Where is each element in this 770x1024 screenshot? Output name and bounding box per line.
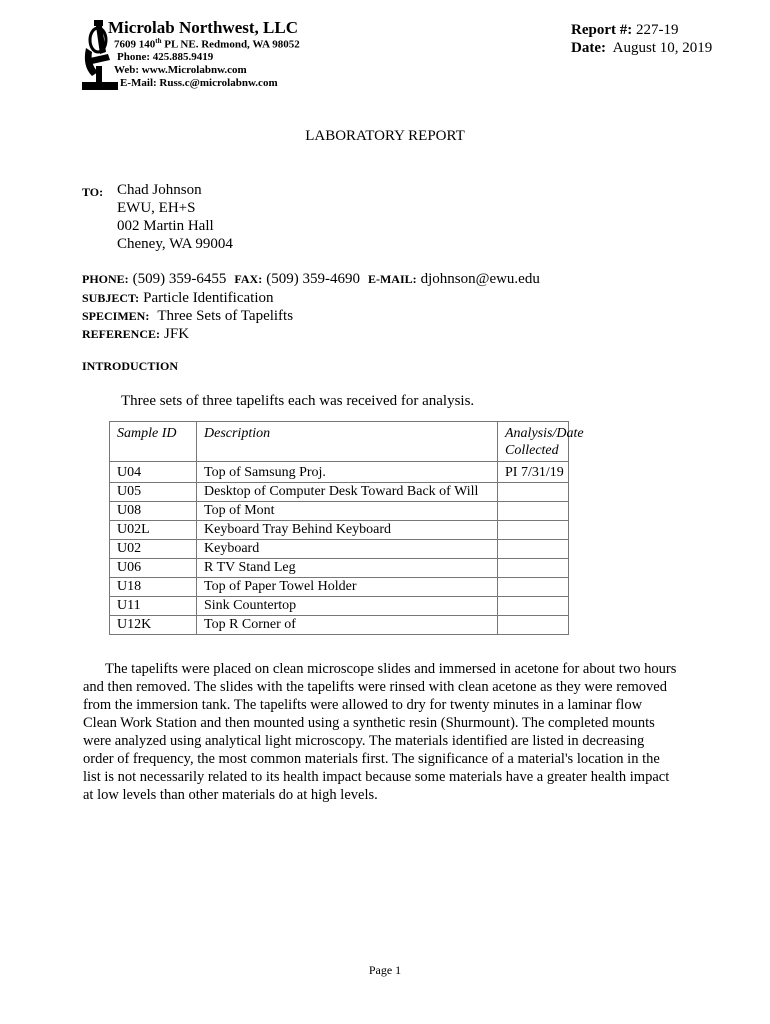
email-label: E-MAIL: bbox=[367, 272, 417, 286]
paragraph-line: and then removed. The slides with the tapelifts were rinsed with clean acetone as they were removed bbox=[83, 679, 667, 695]
introduction-heading: INTRODUCTION bbox=[82, 359, 179, 373]
table-row bbox=[110, 559, 569, 578]
company-web: Web: www.Microlabnw.com bbox=[114, 64, 247, 76]
description-cell: Top of Mont bbox=[197, 502, 498, 521]
fax-value: (509) 359-4690 bbox=[266, 271, 360, 287]
paragraph-line: order of frequency, the most common materials first. The significance of a material's location in the bbox=[83, 751, 660, 767]
sample-id-cell: U12K bbox=[110, 616, 197, 635]
column-header: Analysis/Date Collected bbox=[498, 422, 569, 462]
analysis-date-cell bbox=[498, 597, 569, 616]
table-row bbox=[110, 462, 569, 483]
analysis-date-cell bbox=[498, 540, 569, 559]
company-name: Microlab Northwest, LLC bbox=[108, 18, 298, 37]
description-cell: Top of Samsung Proj. bbox=[197, 462, 498, 483]
table-row bbox=[110, 502, 569, 521]
paragraph-line: Clean Work Station and then mounted using a synthetic resin (Shurmount). The completed mounts bbox=[83, 715, 655, 731]
table-row bbox=[110, 483, 569, 502]
recipient-line: EWU, EH+S bbox=[117, 200, 196, 216]
report-number: Report #: 227-19 bbox=[571, 22, 679, 38]
table-header-row bbox=[110, 422, 569, 462]
fax-label: FAX: bbox=[234, 272, 263, 286]
reference-label: REFERENCE: bbox=[82, 327, 161, 341]
subject-row bbox=[82, 289, 274, 307]
column-header: Sample ID bbox=[110, 422, 197, 462]
description-cell: Top of Paper Towel Holder bbox=[197, 578, 498, 597]
company-email: E-Mail: Russ.c@microlabnw.com bbox=[120, 77, 278, 89]
to-label: TO: bbox=[82, 185, 104, 199]
sample-id-cell: U18 bbox=[110, 578, 197, 597]
recipient-address bbox=[117, 181, 233, 253]
analysis-date-cell bbox=[498, 502, 569, 521]
specimen-label: SPECIMEN: bbox=[82, 309, 150, 323]
sample-id-cell: U05 bbox=[110, 483, 197, 502]
table-row bbox=[110, 597, 569, 616]
report-title: LABORATORY REPORT bbox=[305, 128, 465, 144]
sample-id-cell: U08 bbox=[110, 502, 197, 521]
recipient-line: Chad Johnson bbox=[117, 182, 202, 198]
email-value: djohnson@ewu.edu bbox=[420, 271, 540, 287]
column-header: Description bbox=[197, 422, 498, 462]
table-row bbox=[110, 616, 569, 635]
paragraph-line: at low levels than other materials do at high levels. bbox=[83, 787, 378, 803]
analysis-date-cell bbox=[498, 521, 569, 540]
analysis-date-cell bbox=[498, 483, 569, 502]
recipient-line: 002 Martin Hall bbox=[117, 218, 214, 234]
paragraph-line: The tapelifts were placed on clean microscope slides and immersed in acetone for about two hours bbox=[105, 661, 677, 677]
company-phone: Phone: 425.885.9419 bbox=[117, 51, 214, 63]
description-cell: Keyboard Tray Behind Keyboard bbox=[197, 521, 498, 540]
analysis-date-cell: PI 7/31/19 bbox=[498, 462, 569, 483]
analysis-date-cell bbox=[498, 559, 569, 578]
table-row bbox=[110, 540, 569, 559]
sample-id-cell: U02L bbox=[110, 521, 197, 540]
company-address: 7609 140th PL NE. Redmond, WA 98052 bbox=[114, 37, 300, 51]
samples-table bbox=[109, 421, 584, 635]
reference-value: JFK bbox=[164, 326, 190, 342]
sample-id-cell: U06 bbox=[110, 559, 197, 578]
introduction-text: Three sets of three tapelifts each was received for analysis. bbox=[121, 393, 475, 409]
sample-id-cell: U04 bbox=[110, 462, 197, 483]
specimen-row bbox=[82, 307, 293, 325]
methods-paragraph bbox=[83, 660, 703, 804]
sample-id-cell: U11 bbox=[110, 597, 197, 616]
paragraph-line: list is not necessarily related to its health impact because some materials have a greater health impact bbox=[83, 769, 670, 785]
paragraph-line: were analyzed using analytical light microscopy. The materials identified are listed in decreasing bbox=[83, 733, 645, 749]
reference-row bbox=[82, 325, 189, 343]
specimen-value: Three Sets of Tapelifts bbox=[157, 308, 294, 324]
analysis-date-cell bbox=[498, 616, 569, 635]
description-cell: Sink Countertop bbox=[197, 597, 498, 616]
table-row bbox=[110, 578, 569, 597]
description-cell: Keyboard bbox=[197, 540, 498, 559]
description-cell: Desktop of Computer Desk Toward Back of Will bbox=[197, 483, 498, 502]
report-date: Date: August 10, 2019 bbox=[571, 40, 713, 56]
phone-value: (509) 359-6455 bbox=[132, 271, 227, 287]
recipient-line: Cheney, WA 99004 bbox=[117, 236, 233, 252]
sample-id-cell: U02 bbox=[110, 540, 197, 559]
analysis-date-cell bbox=[498, 578, 569, 597]
contact-row bbox=[82, 270, 540, 288]
description-cell: Top R Corner of bbox=[197, 616, 498, 635]
phone-label: PHONE: bbox=[82, 272, 129, 286]
subject-label: SUBJECT: bbox=[82, 291, 140, 305]
table-row bbox=[110, 521, 569, 540]
paragraph-line: from the immersion tank. The tapelifts were allowed to dry for twenty minutes in a laminar flow bbox=[83, 697, 643, 713]
description-cell: R TV Stand Leg bbox=[197, 559, 498, 578]
page-number: Page 1 bbox=[368, 963, 402, 977]
subject-value: Particle Identification bbox=[143, 290, 274, 306]
